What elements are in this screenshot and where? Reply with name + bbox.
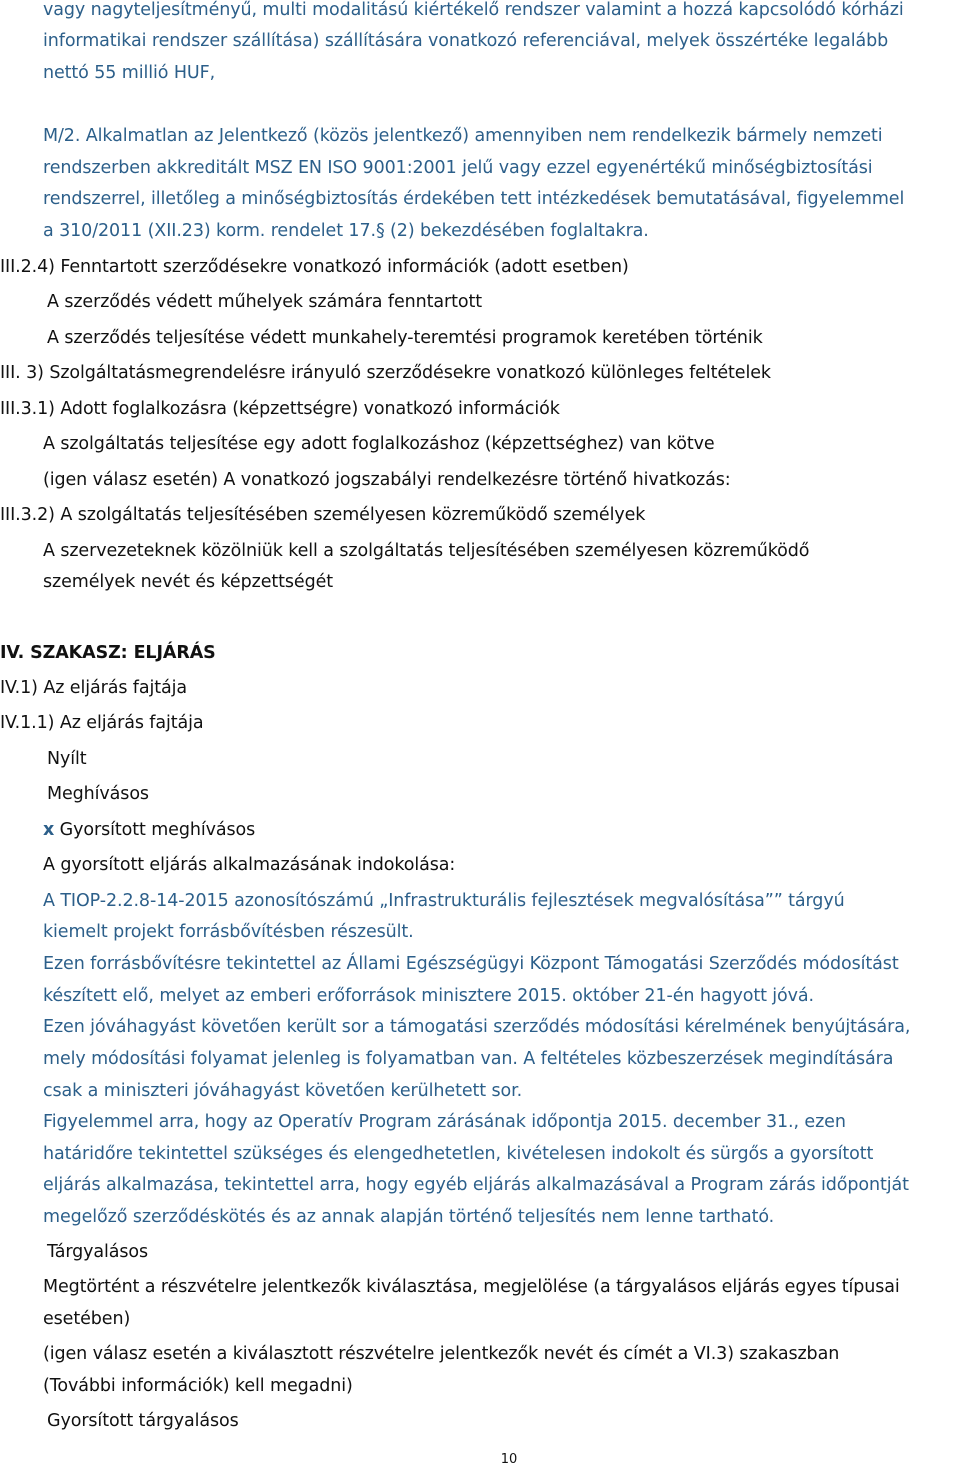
selected-mark: x (43, 820, 55, 840)
intro-line: informatikai rendszer szállítása) szállítására vonatkozó referenciával, melyek összértéke legalább (43, 31, 889, 51)
procedure-option-invited: Meghívásos (47, 784, 149, 804)
intro-line: vagy nagyteljesítményű, multi modalitású kiértékelő rendszer valamint a hozzá kapcsolódó kórházi (43, 0, 904, 20)
legal-reference-label: (igen válasz esetén) A vonatkozó jogszabályi rendelkezésre történő hivatkozás: (43, 470, 731, 490)
procedure-option-negotiated: Tárgyalásos (47, 1242, 149, 1262)
profession-option: A szolgáltatás teljesítése egy adott foglalkozáshoz (képzettséghez) van kötve (43, 434, 715, 454)
section-heading-iii-3: III. 3) Szolgáltatásmegrendelésre irányuló szerződésekre vonatkozó különleges feltételek (0, 363, 771, 383)
justification-line: Ezen forrásbővítésre tekintettel az Állami Egészségügyi Központ Támogatási Szerződés módosítást (43, 954, 899, 974)
negotiated-note-line: Megtörtént a részvételre jelentkezők kiválasztása, megjelölése (a tárgyalásos eljárás egyes típusai (43, 1277, 900, 1297)
intro-line: nettó 55 millió HUF, (43, 63, 216, 83)
staff-option-line: A szervezeteknek közölniük kell a szolgáltatás teljesítésében személyesen közreműködő (43, 541, 810, 561)
negotiated-note-line: (igen válasz esetén a kiválasztott részvételre jelentkezők nevét és címét a VI.3) szakaszban (43, 1344, 840, 1364)
section-heading-iv: IV. SZAKASZ: ELJÁRÁS (0, 643, 216, 663)
negotiated-note-line: esetében) (43, 1309, 131, 1329)
justification-line: Figyelemmel arra, hogy az Operatív Program zárásának időpontja 2015. december 31., ezen (43, 1112, 846, 1132)
negotiated-note-line: (További információk) kell megadni) (43, 1376, 353, 1396)
justification-line: Ezen jóváhagyást követően került sor a támogatási szerződés módosítási kérelmének benyújtására, (43, 1017, 911, 1037)
procedure-option-open: Nyílt (47, 749, 87, 769)
justification-label: A gyorsított eljárás alkalmazásának indokolása: (43, 855, 456, 875)
justification-line: határidőre tekintettel szükséges és elengedhetetlen, kivételesen indokolt és sürgős a gyorsított (43, 1144, 874, 1164)
m2-line: rendszerben akkreditált MSZ EN ISO 9001:2001 jelű vagy ezzel egyenértékű minőségbiztosítási (43, 158, 873, 178)
section-heading-iv-1-1: IV.1.1) Az eljárás fajtája (0, 713, 204, 733)
justification-line: csak a miniszteri jóváhagyást követően kerülhetett sor. (43, 1081, 523, 1101)
justification-line: kiemelt projekt forrásbővítésben részesült. (43, 922, 414, 942)
m2-line: M/2. Alkalmatlan az Jelentkező (közös jelentkező) amennyiben nem rendelkezik bármely nemzeti (43, 126, 883, 146)
justification-line: megelőző szerződéskötés és az annak alapján történő teljesítés nem lenne tartható. (43, 1207, 775, 1227)
m2-line: a 310/2011 (XII.23) korm. rendelet 17.§ (2) bekezdésében foglaltakra. (43, 221, 649, 241)
section-heading-iv-1: IV.1) Az eljárás fajtája (0, 678, 188, 698)
m2-line: rendszerrel, illetőleg a minőségbiztosítás érdekében tett intézkedések bemutatásával, figyelemmel (43, 189, 905, 209)
staff-option-line: személyek nevét és képzettségét (43, 572, 333, 592)
procedure-option-accelerated (43, 818, 255, 842)
justification-line: mely módosítási folyamat jelenleg is folyamatban van. A feltételes közbeszerzések megindítására (43, 1049, 894, 1069)
reserved-option-workshops: A szerződés védett műhelyek számára fenntartott (47, 292, 482, 312)
justification-line: eljárás alkalmazása, tekintettel arra, hogy egyéb eljárás alkalmazásával a Program zárás időpontját (43, 1175, 909, 1195)
section-heading-iii-2-4: III.2.4) Fenntartott szerződésekre vonatkozó információk (adott esetben) (0, 257, 629, 277)
procedure-option-accelerated-label: Gyorsított meghívásos (59, 820, 256, 840)
section-heading-iii-3-1: III.3.1) Adott foglalkozásra (képzettségre) vonatkozó információk (0, 399, 560, 419)
reserved-option-programs: A szerződés teljesítése védett munkahely-teremtési programok keretében történik (47, 328, 763, 348)
justification-line: készített elő, melyet az emberi erőforrások minisztere 2015. október 21-én hagyott jóvá. (43, 986, 815, 1006)
section-heading-iii-3-2: III.3.2) A szolgáltatás teljesítésében személyesen közreműködő személyek (0, 505, 646, 525)
justification-line: A TIOP-2.2.8-14-2015 azonosítószámú „Infrastrukturális fejlesztések megvalósítása”” tárgyú (43, 891, 845, 911)
procedure-option-accelerated-negotiated: Gyorsított tárgyalásos (47, 1411, 239, 1431)
page-number: 10 (500, 1452, 518, 1467)
